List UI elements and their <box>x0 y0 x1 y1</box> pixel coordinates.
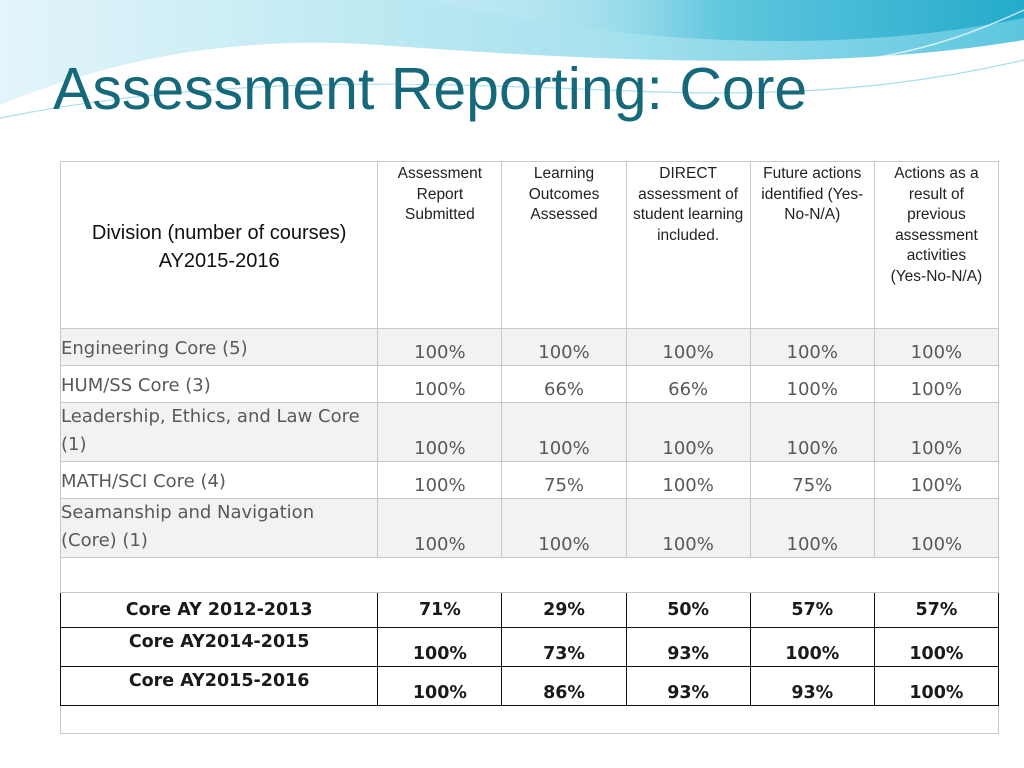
table-cell: 100% <box>874 329 998 366</box>
summary-cell: 100% <box>750 628 874 667</box>
table-cell: 100% <box>626 499 750 558</box>
table-cell: 100% <box>750 403 874 462</box>
table-row <box>61 499 999 558</box>
summary-cell: 29% <box>502 593 626 628</box>
column-header-direct-assessment: DIRECT assessment of student learning included. <box>626 162 750 329</box>
table-cell: 100% <box>874 366 998 403</box>
division-header-cell <box>61 162 378 329</box>
row-label: Seamanship and Navigation (Core) (1) <box>61 499 378 558</box>
column-header-outcomes-assessed: Learning Outcomes Assessed <box>502 162 626 329</box>
summary-cell: 93% <box>750 667 874 706</box>
summary-label: Core AY2014-2015 <box>61 628 378 667</box>
summary-row <box>61 593 999 628</box>
column-header-report-submitted: Assessment Report Submitted <box>378 162 502 329</box>
table-cell: 100% <box>378 499 502 558</box>
table-cell: 100% <box>626 403 750 462</box>
table-cell: 100% <box>874 499 998 558</box>
division-header-line2: AY2015-2016 <box>158 250 280 272</box>
table-cell: 100% <box>626 329 750 366</box>
table-cell: 66% <box>626 366 750 403</box>
spacer-cell <box>61 558 999 593</box>
table-cell: 100% <box>874 403 998 462</box>
table-cell: 100% <box>502 499 626 558</box>
summary-cell: 100% <box>378 628 502 667</box>
table-row <box>61 462 999 499</box>
row-label: HUM/SS Core (3) <box>61 366 378 403</box>
summary-cell: 73% <box>502 628 626 667</box>
table-cell: 100% <box>502 329 626 366</box>
row-label: Leadership, Ethics, and Law Core (1) <box>61 403 378 462</box>
table-cell: 100% <box>378 329 502 366</box>
table-cell: 100% <box>874 462 998 499</box>
summary-cell: 93% <box>626 628 750 667</box>
summary-row <box>61 628 999 667</box>
summary-cell: 71% <box>378 593 502 628</box>
table-cell: 100% <box>378 462 502 499</box>
row-label: Engineering Core (5) <box>61 329 378 366</box>
summary-cell: 100% <box>874 667 998 706</box>
table-row <box>61 403 999 462</box>
spacer-row <box>61 706 999 734</box>
table-row <box>61 329 999 366</box>
summary-cell: 93% <box>626 667 750 706</box>
table-cell: 75% <box>502 462 626 499</box>
spacer-cell <box>61 706 999 734</box>
row-label: MATH/SCI Core (4) <box>61 462 378 499</box>
table-cell: 75% <box>750 462 874 499</box>
summary-cell: 86% <box>502 667 626 706</box>
summary-cell: 100% <box>378 667 502 706</box>
table-cell: 100% <box>378 366 502 403</box>
table-cell: 100% <box>750 329 874 366</box>
division-header-line1: Division (number of courses) <box>91 222 347 244</box>
table-header-row <box>61 162 999 329</box>
table-cell: 100% <box>626 462 750 499</box>
table-cell: 100% <box>502 403 626 462</box>
table-cell: 100% <box>378 403 502 462</box>
table-row <box>61 366 999 403</box>
summary-cell: 100% <box>874 628 998 667</box>
spacer-row <box>61 558 999 593</box>
slide-title: Assessment Reporting: Core <box>53 56 808 122</box>
summary-cell: 50% <box>626 593 750 628</box>
table-cell: 100% <box>750 366 874 403</box>
summary-label: Core AY2015-2016 <box>61 667 378 706</box>
table-cell: 100% <box>750 499 874 558</box>
column-header-previous-actions: Actions as a result of previous assessment activities (Yes-No-N/A) <box>874 162 998 329</box>
summary-cell: 57% <box>750 593 874 628</box>
assessment-table <box>60 161 999 734</box>
summary-cell: 57% <box>874 593 998 628</box>
summary-row <box>61 667 999 706</box>
summary-label: Core AY 2012-2013 <box>61 593 378 628</box>
table-cell: 66% <box>502 366 626 403</box>
column-header-future-actions: Future actions identified (Yes- No-N/A) <box>750 162 874 329</box>
